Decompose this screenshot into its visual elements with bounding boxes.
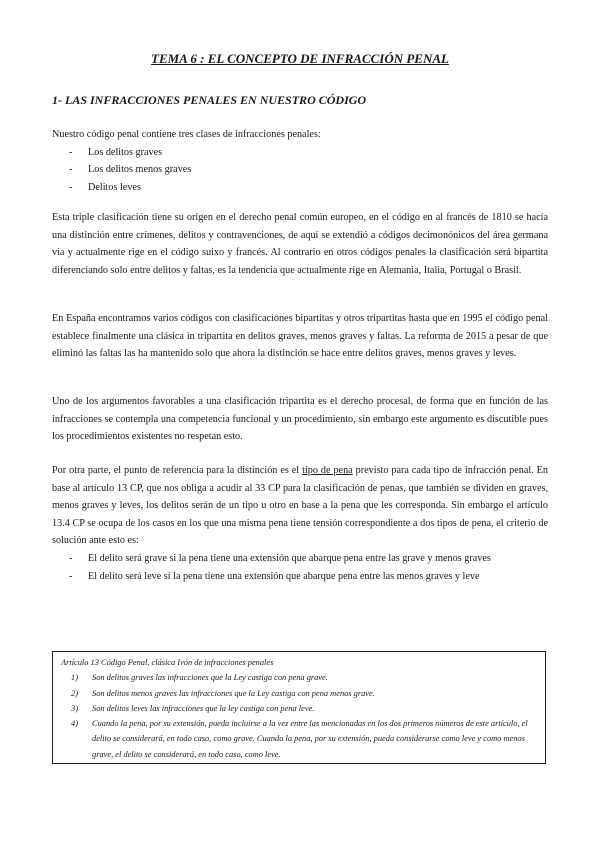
list-item: - El delito será grave si la pena tiene una extensión que abarque pena entre las grave y menos graves xyxy=(52,550,548,568)
paragraph-text: Por otra parte, el punto de referencia para la distinción es el xyxy=(52,465,303,476)
item-text: Son delitos menos graves las infracciones que la Ley castiga con pena menos grave. xyxy=(92,688,375,698)
list-item xyxy=(61,670,545,685)
intro-paragraph: Nuestro código penal contiene tres clases de infracciones penales: xyxy=(52,129,321,140)
article-box-heading: Artículo 13 Código Penal, clásica Ivón de infracciones penales xyxy=(61,658,274,667)
underlined-term: tipo de pena xyxy=(302,465,353,476)
article-13-box xyxy=(52,651,546,764)
article-items-list xyxy=(61,670,545,762)
infraction-classes-list xyxy=(52,144,548,197)
paragraph: Uno de los argumentos favorables a una clasificación tripartita es el derecho procesal, de forma que en función de las infracciones se contempla una competencia funcional y un procedimiento, sin embargo este argumento es discutible pues los procedimientos existentes no respetan esto. xyxy=(52,396,548,443)
item-text: Son delitos leves las infracciones que la ley castiga con pena leve. xyxy=(92,703,315,713)
item-number: 3) xyxy=(71,703,78,713)
list-item: - Los delitos graves xyxy=(52,144,548,162)
paragraph-origin xyxy=(52,209,548,279)
list-item xyxy=(61,716,545,762)
criteria-list xyxy=(52,550,548,585)
list-item: - El delito será leve si la pena tiene una extensión que abarque pena entre las menos graves y leve xyxy=(52,568,548,586)
item-number: 1) xyxy=(71,673,78,683)
paragraph: En España encontramos varios códigos con clasificaciones bipartitas y otros tripartitas hasta que en 1995 el código penal establece finalmente una clásica in tripartita en delitos graves, menos graves y faltas. La reforma de 2015 a pesar de que eliminó las faltas las ha mantenido solo que ahora la distinción se hace entre delitos graves, menos graves y leves. xyxy=(52,313,548,360)
paragraph-procedural xyxy=(52,393,548,446)
item-number: 2) xyxy=(71,688,78,698)
paragraph: Esta triple clasificación tiene su origen en el derecho penal común europeo, en el código en al francés de 1810 se hacía una distinción entre crímenes, delitos y contravenciones, de aquí se extendió a códigos decimonónicos del área germana vía y actualmente rige en el código suixo y francés. Al contrario en otros códigos penales la clasificación será bipartita diferenciando solo entre delitos y faltas, es la tendencia que actualmente rige en Alemania, Italia, Portugal o Brasil. xyxy=(52,212,548,276)
paragraph xyxy=(52,462,548,550)
list-item: - Delitos leves xyxy=(52,179,548,197)
page-title: TEMA 6 : EL CONCEPTO DE INFRACCIÓN PENAL xyxy=(151,51,449,66)
paragraph-spain xyxy=(52,310,548,363)
item-text: Son delitos graves las infracciones que la Ley castiga con pena grave. xyxy=(92,673,328,683)
list-item xyxy=(61,686,545,701)
list-item xyxy=(61,701,545,716)
paragraph-penalty-type xyxy=(52,462,548,585)
section-heading: 1- LAS INFRACCIONES PENALES EN NUESTRO CÓDIGO xyxy=(52,93,367,107)
item-text: Cuando la pena, por su extensión, pueda incluirse a la vez entre las mencionadas en los dos primeros números de este artículo, el delito se considerará, en todo caso, como grave. Cuando la pena, por su extensión, pueda considerarse como leve y como menos grave, el delito se considerará, en todo caso, como leve. xyxy=(92,719,528,759)
list-item: - Los delitos menos graves xyxy=(52,161,548,179)
item-number: 4) xyxy=(71,719,78,729)
intro-block xyxy=(52,126,548,196)
paragraph-text: previsto para cada tipo de infracción penal. En base al artículo 13 CP, que nos obliga a acudir al 33 CP para la clasificación de penas, que también se dividen en graves, menos graves y leves, los delitos serán de un tipo u otro en base a la pena que les corresponda. Sin embargo el artículo 13.4 CP se ocupa de los casos en los que una misma pena tiene tensión correspondiente a dos tipos de pena, el criterio de solución ante esto es: xyxy=(52,465,548,547)
